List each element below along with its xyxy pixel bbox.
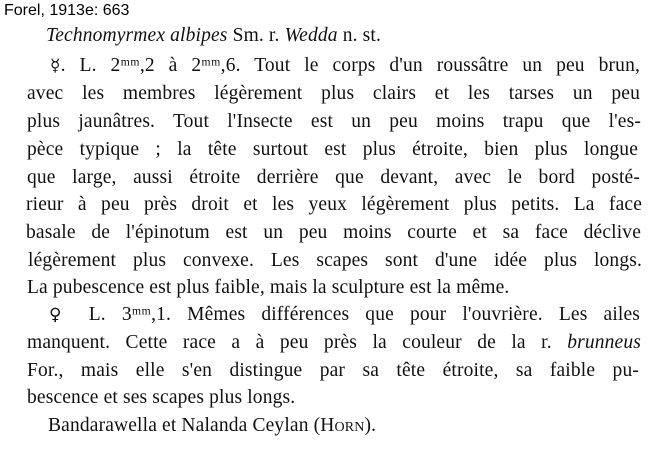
compared-taxon: brunneus [567,332,641,353]
female-symbol-icon: ♀ [49,305,73,325]
description-line: avec les membres légèrement plus clairs et les tarses un peu [27,83,640,104]
taxon-status: n. st. [337,25,381,46]
description-line: basale de l'épinotum est un peu moins courte et sa face déclive [26,222,641,243]
comparison-text: manquent. Cette race a à peu près la couleur de la r. [27,332,568,353]
worker-description-line-1 [50,54,640,78]
worker-symbol-icon: ☿ [50,56,61,76]
description-line: For., mais elle s'en distingue par sa tête étroite, sa faible pu- [27,360,639,381]
race-name: Wedda [284,25,338,46]
description-line: La pubescence est plus faible, mais la sculpture est la même. [27,277,510,298]
genus-species-name: Technomyrmex albipes [46,25,228,46]
description-line: légèrement plus convexe. Les scapes sont d'une idée plus longs. [28,250,642,271]
description-line: pèce typique ; la tête surtout est plus étroite, bien plus longue [27,139,638,160]
locality-line [48,414,376,438]
female-description-text: L. 3ᵐᵐ,1. Mêmes différences que pour l'ouvrière. Les ailes [72,304,640,325]
worker-description-text: . L. 2ᵐᵐ,2 à 2ᵐᵐ,6. Tout le corps d'un roussâtre un peu brun, [60,55,640,76]
collector-name: Horn [320,415,365,436]
description-line: que large, aussi étroite derrière que devant, avec le bord posté- [27,167,640,188]
description-line: rieur à peu près droit et les yeux légèrement plus petits. La face [26,194,642,215]
citation-header: Forel, 1913e: 663 [4,2,130,19]
description-line: plus jaunâtres. Tout l'Insecte est un peu moins trapu que l'es- [27,111,641,132]
female-description-line-1 [49,303,640,327]
description-line: bescence et ses scapes plus longs. [27,387,296,408]
taxon-heading [46,24,381,48]
taxon-author: Sm. r. [227,25,285,46]
description-line [27,331,641,355]
locality-closing: ). [364,415,377,436]
locality-text: Bandarawella et Nalanda Ceylan ( [48,415,321,436]
